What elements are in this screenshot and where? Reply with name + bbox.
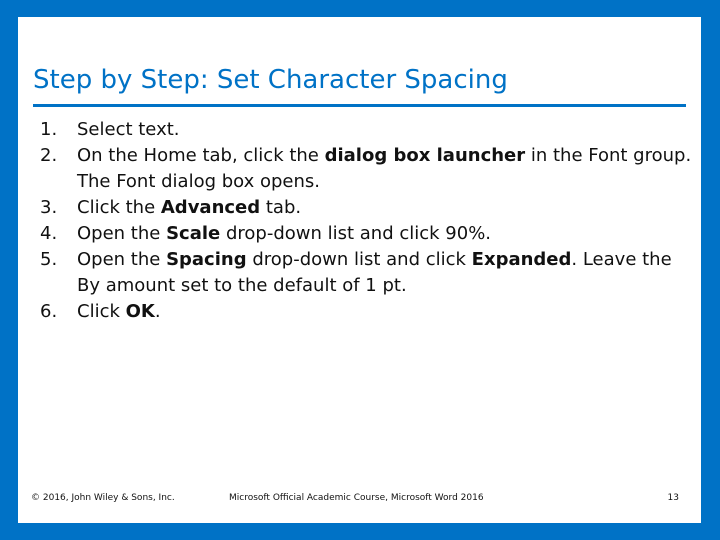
- title-underline: [33, 104, 686, 107]
- step-text: Select text.: [77, 119, 180, 140]
- step-number: 6.: [40, 301, 58, 322]
- step-emphasis: dialog box launcher: [324, 145, 526, 166]
- step-number: 5.: [40, 249, 58, 270]
- list-item: [33, 143, 693, 195]
- list-item: [33, 117, 693, 143]
- step-text: Click the: [77, 197, 161, 218]
- step-emphasis: Expanded: [471, 249, 572, 270]
- footer-page-number: 13: [667, 493, 679, 503]
- step-emphasis: Advanced: [160, 197, 261, 218]
- step-text: drop-down list and click: [246, 249, 472, 270]
- steps-list: [33, 117, 693, 325]
- step-emphasis: OK: [125, 301, 155, 322]
- step-text: in the Font group. The Font dialog box opens.: [77, 145, 692, 192]
- step-number: 1.: [40, 119, 58, 140]
- list-item: [33, 195, 693, 221]
- slide-title: Step by Step: Set Character Spacing: [33, 65, 508, 95]
- step-emphasis: Scale: [166, 223, 221, 244]
- list-item: [33, 247, 693, 299]
- step-text: tab.: [260, 197, 302, 218]
- footer-copyright: © 2016, John Wiley & Sons, Inc.: [31, 493, 175, 503]
- step-text: Open the: [77, 249, 167, 270]
- step-number: 4.: [40, 223, 58, 244]
- slide: [18, 17, 701, 523]
- step-text: .: [154, 301, 161, 322]
- step-text: Open the: [77, 223, 167, 244]
- step-number: 2.: [40, 145, 58, 166]
- step-emphasis: Spacing: [166, 249, 247, 270]
- step-text: drop-down list and click 90%.: [220, 223, 492, 244]
- footer-course: Microsoft Official Academic Course, Microsoft Word 2016: [229, 493, 484, 503]
- step-text: . Leave the By amount set to the default of 1 pt.: [77, 249, 672, 296]
- step-text: On the Home tab, click the: [77, 145, 325, 166]
- step-number: 3.: [40, 197, 58, 218]
- list-item: [33, 221, 693, 247]
- step-text: Click: [77, 301, 126, 322]
- list-item: [33, 299, 693, 325]
